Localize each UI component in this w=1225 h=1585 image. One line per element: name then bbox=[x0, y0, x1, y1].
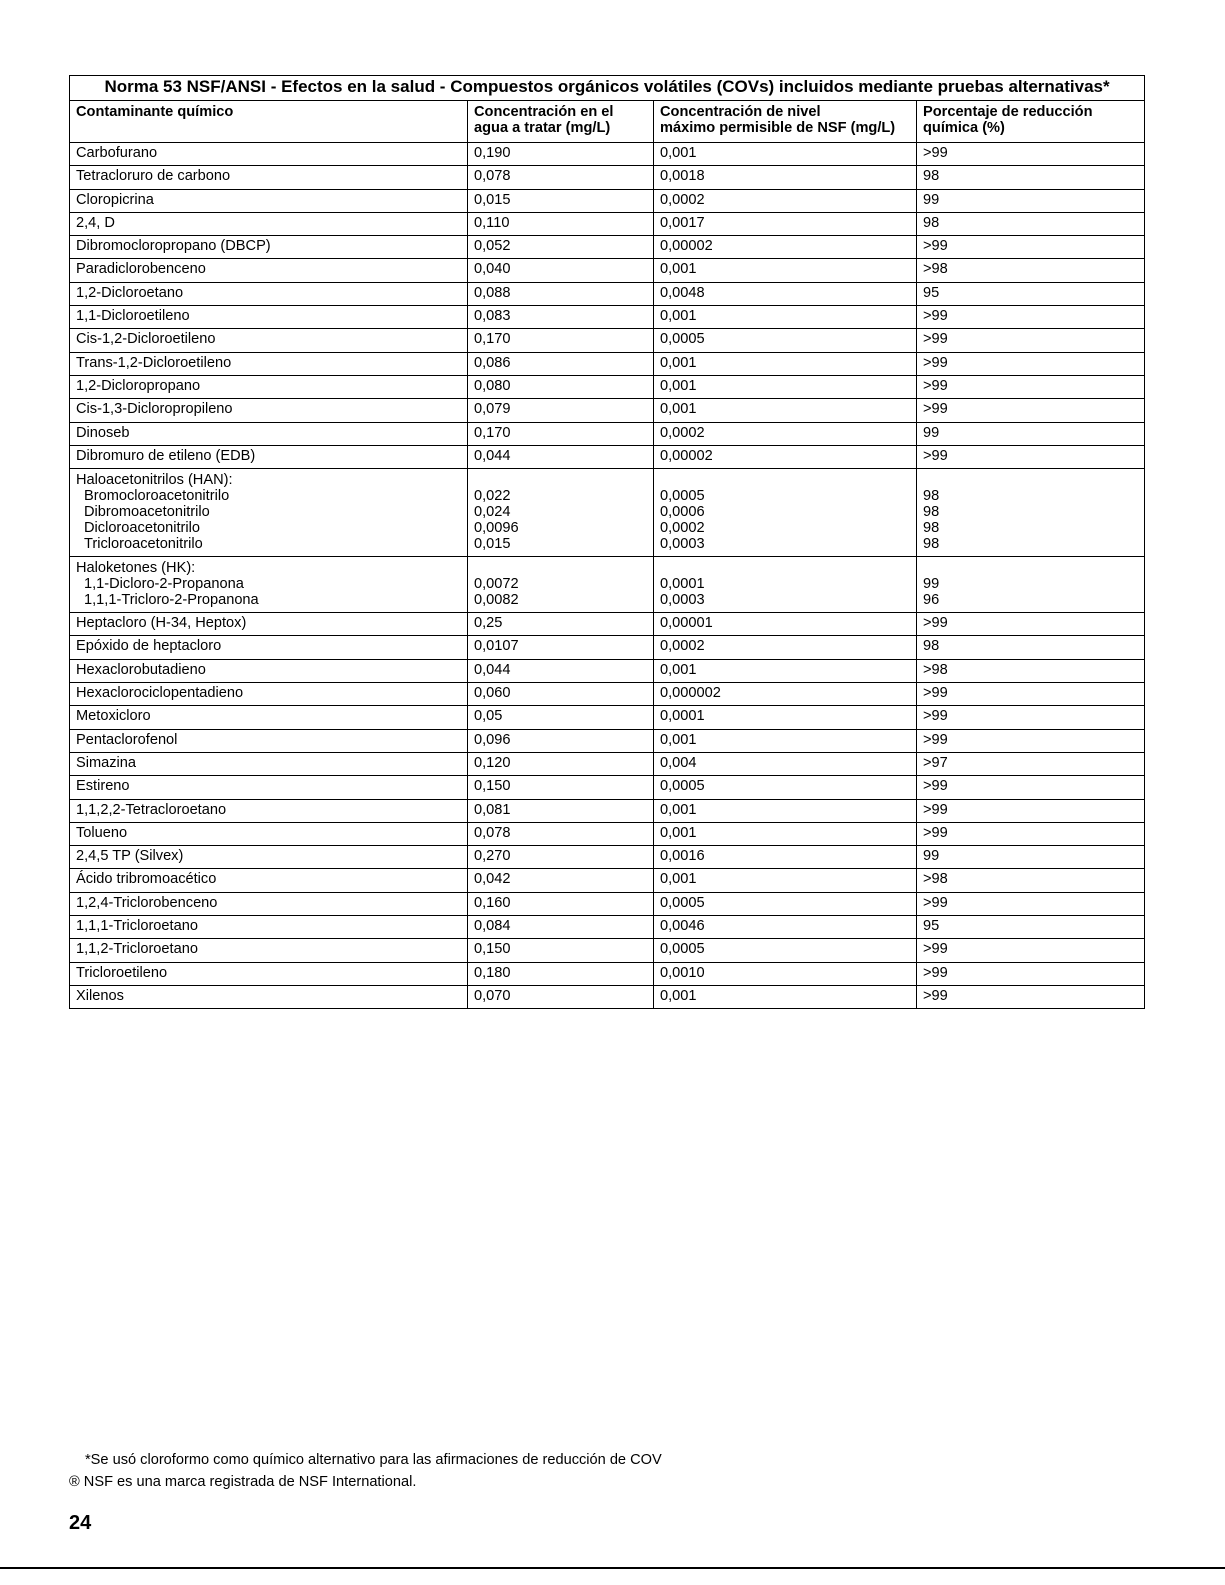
table-cell: 0,00002 bbox=[654, 236, 917, 259]
table-cell: Epóxido de heptacloro bbox=[70, 636, 468, 659]
table-cell: 0,001 bbox=[654, 985, 917, 1008]
table-cell: Tetracloruro de carbono bbox=[70, 166, 468, 189]
table-row bbox=[70, 613, 1145, 636]
table-cell: 0,060 bbox=[468, 683, 654, 706]
table-group-row bbox=[70, 469, 1145, 557]
table-cell: 1,2,4-Triclorobenceno bbox=[70, 892, 468, 915]
table-cell: 95 bbox=[917, 282, 1145, 305]
table-cell: Cis-1,3-Dicloropropileno bbox=[70, 399, 468, 422]
table-group-row bbox=[70, 557, 1145, 613]
table-cell: 0,0010 bbox=[654, 962, 917, 985]
table-cell: 0,001 bbox=[654, 659, 917, 682]
group-item-value: 0,015 bbox=[474, 536, 511, 553]
table-cell: 0,001 bbox=[654, 306, 917, 329]
table-cell: Tolueno bbox=[70, 822, 468, 845]
column-header bbox=[917, 101, 1145, 143]
table-cell: 0,0002 bbox=[654, 189, 917, 212]
table-cell: 0,0018 bbox=[654, 166, 917, 189]
table-row bbox=[70, 166, 1145, 189]
table-cell: 0,044 bbox=[468, 659, 654, 682]
table-cell: 0,0005 bbox=[654, 776, 917, 799]
table-cell: 0,110 bbox=[468, 212, 654, 235]
table-cell: 0,015 bbox=[468, 189, 654, 212]
table-cell: Dibromocloropropano (DBCP) bbox=[70, 236, 468, 259]
table-cell: 0,0005 bbox=[654, 939, 917, 962]
table-cell: 0,0005 bbox=[654, 329, 917, 352]
group-label: Haloketones (HK): bbox=[76, 560, 196, 577]
table-cell: 0,0002 bbox=[654, 636, 917, 659]
table-cell: Hexaclorociclopentadieno bbox=[70, 683, 468, 706]
table-cell: >98 bbox=[917, 659, 1145, 682]
table-cell: >99 bbox=[917, 939, 1145, 962]
group-item-value: 0,0082 bbox=[474, 592, 519, 609]
table-cell: Trans-1,2-Dicloroetileno bbox=[70, 352, 468, 375]
table-cell: Paradiclorobenceno bbox=[70, 259, 468, 282]
table-cell: >98 bbox=[917, 259, 1145, 282]
table-cell: Simazina bbox=[70, 752, 468, 775]
table-cell: 0,078 bbox=[468, 166, 654, 189]
group-item-value: 0,0001 bbox=[660, 576, 705, 593]
table-cell: >99 bbox=[917, 399, 1145, 422]
table-cell: 1,1,1-Tricloroetano bbox=[70, 916, 468, 939]
footnote: *Se usó cloroformo como químico alternativo para las afirmaciones de reducción de COV bbox=[85, 1452, 662, 1468]
table-cell: >99 bbox=[917, 706, 1145, 729]
table-cell: 0,084 bbox=[468, 916, 654, 939]
table-cell: 99 bbox=[917, 189, 1145, 212]
table-row bbox=[70, 259, 1145, 282]
table-row bbox=[70, 143, 1145, 166]
table-cell bbox=[70, 557, 468, 613]
table-cell: 0,05 bbox=[468, 706, 654, 729]
column-header-line: Contaminante químico bbox=[76, 104, 234, 120]
column-header-line: Concentración en el bbox=[474, 104, 614, 120]
table-row bbox=[70, 776, 1145, 799]
table-cell: >99 bbox=[917, 306, 1145, 329]
trademark-note: ® NSF es una marca registrada de NSF International. bbox=[69, 1474, 417, 1490]
table-row bbox=[70, 683, 1145, 706]
group-item-value: 99 bbox=[923, 576, 940, 593]
column-header-line: máximo permisible de NSF (mg/L) bbox=[660, 120, 896, 136]
table-cell: 0,0017 bbox=[654, 212, 917, 235]
table-row bbox=[70, 846, 1145, 869]
table-cell: >99 bbox=[917, 683, 1145, 706]
bottom-rule bbox=[0, 1567, 1225, 1569]
table-cell: Ácido tribromoacético bbox=[70, 869, 468, 892]
table-row bbox=[70, 282, 1145, 305]
table-cell: 0,190 bbox=[468, 143, 654, 166]
table-cell: Dinoseb bbox=[70, 422, 468, 445]
table-cell: 0,040 bbox=[468, 259, 654, 282]
table-cell: >99 bbox=[917, 352, 1145, 375]
group-item-value: 0,022 bbox=[474, 488, 511, 505]
table-cell: 0,083 bbox=[468, 306, 654, 329]
table-cell: Xilenos bbox=[70, 985, 468, 1008]
table-row bbox=[70, 352, 1145, 375]
table-cell: 0,001 bbox=[654, 375, 917, 398]
table-row bbox=[70, 212, 1145, 235]
column-header bbox=[468, 101, 654, 143]
table-row bbox=[70, 422, 1145, 445]
table-cell: 0,001 bbox=[654, 799, 917, 822]
group-item-value: 0,0006 bbox=[660, 504, 705, 521]
group-item-value: Dicloroacetonitrilo bbox=[84, 520, 200, 537]
table-cell: 0,096 bbox=[468, 729, 654, 752]
group-item-value: 0,0002 bbox=[660, 520, 705, 537]
table-cell: 0,0005 bbox=[654, 892, 917, 915]
table-cell: 0,001 bbox=[654, 259, 917, 282]
table-cell: Metoxicloro bbox=[70, 706, 468, 729]
table-row bbox=[70, 939, 1145, 962]
table-cell: >99 bbox=[917, 613, 1145, 636]
table-row bbox=[70, 445, 1145, 468]
column-header-line: química (%) bbox=[923, 120, 1005, 136]
table-cell bbox=[468, 557, 654, 613]
table-row bbox=[70, 729, 1145, 752]
group-item-value: 0,0072 bbox=[474, 576, 519, 593]
table-row bbox=[70, 962, 1145, 985]
table-cell: 99 bbox=[917, 422, 1145, 445]
table-cell: 0,001 bbox=[654, 822, 917, 845]
table-row bbox=[70, 752, 1145, 775]
table-row bbox=[70, 892, 1145, 915]
group-item-value: Bromocloroacetonitrilo bbox=[84, 488, 230, 505]
table-cell: >99 bbox=[917, 143, 1145, 166]
table-cell: 0,001 bbox=[654, 399, 917, 422]
table-cell: Tricloroetileno bbox=[70, 962, 468, 985]
column-header-line: Porcentaje de reducción bbox=[923, 104, 1093, 120]
group-item-value: 98 bbox=[923, 536, 940, 553]
table-cell bbox=[917, 557, 1145, 613]
table-cell: 0,086 bbox=[468, 352, 654, 375]
table-row bbox=[70, 706, 1145, 729]
table-cell: 1,2-Dicloropropano bbox=[70, 375, 468, 398]
table-cell: >99 bbox=[917, 329, 1145, 352]
table-cell bbox=[654, 557, 917, 613]
table-cell bbox=[654, 469, 917, 557]
table-cell: 2,4,5 TP (Silvex) bbox=[70, 846, 468, 869]
table-cell: >97 bbox=[917, 752, 1145, 775]
group-item-value: Tricloroacetonitrilo bbox=[84, 536, 203, 553]
group-item-value: Dibromoacetonitrilo bbox=[84, 504, 210, 521]
table-cell: 98 bbox=[917, 636, 1145, 659]
table-cell: 1,2-Dicloroetano bbox=[70, 282, 468, 305]
table-cell: 0,270 bbox=[468, 846, 654, 869]
group-item-value: 98 bbox=[923, 520, 940, 537]
table-cell bbox=[468, 469, 654, 557]
group-label: Haloacetonitrilos (HAN): bbox=[76, 472, 233, 489]
table-cell: 0,0048 bbox=[654, 282, 917, 305]
table-cell: 0,078 bbox=[468, 822, 654, 845]
table-row bbox=[70, 799, 1145, 822]
column-header bbox=[70, 101, 468, 143]
table-cell: 98 bbox=[917, 166, 1145, 189]
table-cell: >99 bbox=[917, 776, 1145, 799]
table-row bbox=[70, 236, 1145, 259]
group-item-value: 0,0003 bbox=[660, 536, 705, 553]
table-row bbox=[70, 399, 1145, 422]
table-cell: 0,070 bbox=[468, 985, 654, 1008]
table-cell: >98 bbox=[917, 869, 1145, 892]
table-cell: Pentaclorofenol bbox=[70, 729, 468, 752]
table-cell: 98 bbox=[917, 212, 1145, 235]
table-cell: 0,0016 bbox=[654, 846, 917, 869]
table-cell: 0,042 bbox=[468, 869, 654, 892]
table-cell: 0,001 bbox=[654, 352, 917, 375]
table-cell: 0,080 bbox=[468, 375, 654, 398]
table-title: Norma 53 NSF/ANSI - Efectos en la salud - Compuestos orgánicos volátiles (COVs) incluidos mediante pruebas alternativas* bbox=[70, 76, 1145, 101]
contaminant-reduction-table bbox=[69, 75, 1145, 1009]
group-item-value: 98 bbox=[923, 488, 940, 505]
table-cell: Estireno bbox=[70, 776, 468, 799]
table-cell: 0,00001 bbox=[654, 613, 917, 636]
table-cell: 0,088 bbox=[468, 282, 654, 305]
table-cell: >99 bbox=[917, 375, 1145, 398]
table-cell: 0,052 bbox=[468, 236, 654, 259]
table-cell: 0,25 bbox=[468, 613, 654, 636]
column-header-line: Concentración de nivel bbox=[660, 104, 821, 120]
table-cell: 99 bbox=[917, 846, 1145, 869]
table-cell: 0,00002 bbox=[654, 445, 917, 468]
group-item-value: 0,0096 bbox=[474, 520, 519, 537]
table-cell: 0,044 bbox=[468, 445, 654, 468]
table-cell: 0,160 bbox=[468, 892, 654, 915]
table-cell: 0,001 bbox=[654, 143, 917, 166]
table-cell: Hexaclorobutadieno bbox=[70, 659, 468, 682]
table-row bbox=[70, 375, 1145, 398]
group-item-value: 0,0005 bbox=[660, 488, 705, 505]
table-header-row bbox=[70, 101, 1145, 143]
group-item-value: 0,0003 bbox=[660, 592, 705, 609]
table-cell: >99 bbox=[917, 236, 1145, 259]
table-row bbox=[70, 306, 1145, 329]
table-cell: 95 bbox=[917, 916, 1145, 939]
table-cell: 0,081 bbox=[468, 799, 654, 822]
table-cell: >99 bbox=[917, 962, 1145, 985]
table-row bbox=[70, 659, 1145, 682]
table-row bbox=[70, 822, 1145, 845]
table-cell: 1,1,2,2-Tetracloroetano bbox=[70, 799, 468, 822]
table-cell bbox=[70, 469, 468, 557]
table-row bbox=[70, 329, 1145, 352]
table-cell: >99 bbox=[917, 985, 1145, 1008]
table-cell: Dibromuro de etileno (EDB) bbox=[70, 445, 468, 468]
table-cell: 2,4, D bbox=[70, 212, 468, 235]
group-item-value: 0,024 bbox=[474, 504, 511, 521]
table-row bbox=[70, 869, 1145, 892]
table-row bbox=[70, 189, 1145, 212]
table-cell: >99 bbox=[917, 892, 1145, 915]
table-cell: 0,079 bbox=[468, 399, 654, 422]
group-item-value: 96 bbox=[923, 592, 940, 609]
table-cell: 0,004 bbox=[654, 752, 917, 775]
table-cell: 0,001 bbox=[654, 869, 917, 892]
table-cell: >99 bbox=[917, 822, 1145, 845]
table-cell: 0,0046 bbox=[654, 916, 917, 939]
table-cell: 1,1,2-Tricloroetano bbox=[70, 939, 468, 962]
table-cell: 0,180 bbox=[468, 962, 654, 985]
table-cell: 0,120 bbox=[468, 752, 654, 775]
table-cell: >99 bbox=[917, 445, 1145, 468]
page-number: 24 bbox=[69, 1512, 92, 1534]
table-cell: 0,0002 bbox=[654, 422, 917, 445]
column-header bbox=[654, 101, 917, 143]
table-cell: 0,0001 bbox=[654, 706, 917, 729]
group-item-value: 1,1-Dicloro-2-Propanona bbox=[84, 576, 244, 593]
group-item-value: 1,1,1-Tricloro-2-Propanona bbox=[84, 592, 259, 609]
table-cell: 0,170 bbox=[468, 422, 654, 445]
table-cell bbox=[917, 469, 1145, 557]
table-cell: Heptacloro (H-34, Heptox) bbox=[70, 613, 468, 636]
table-cell: 0,000002 bbox=[654, 683, 917, 706]
table-cell: 0,001 bbox=[654, 729, 917, 752]
group-item-value: 98 bbox=[923, 504, 940, 521]
table-cell: >99 bbox=[917, 729, 1145, 752]
table-cell: 0,170 bbox=[468, 329, 654, 352]
table-cell: Cloropicrina bbox=[70, 189, 468, 212]
table-cell: 0,150 bbox=[468, 776, 654, 799]
table-cell: Carbofurano bbox=[70, 143, 468, 166]
table-cell: >99 bbox=[917, 799, 1145, 822]
table-cell: 0,0107 bbox=[468, 636, 654, 659]
table-row bbox=[70, 985, 1145, 1008]
table-row bbox=[70, 916, 1145, 939]
column-header-line: agua a tratar (mg/L) bbox=[474, 120, 611, 136]
table-cell: 0,150 bbox=[468, 939, 654, 962]
table-cell: 1,1-Dicloroetileno bbox=[70, 306, 468, 329]
table-row bbox=[70, 636, 1145, 659]
table-cell: Cis-1,2-Dicloroetileno bbox=[70, 329, 468, 352]
